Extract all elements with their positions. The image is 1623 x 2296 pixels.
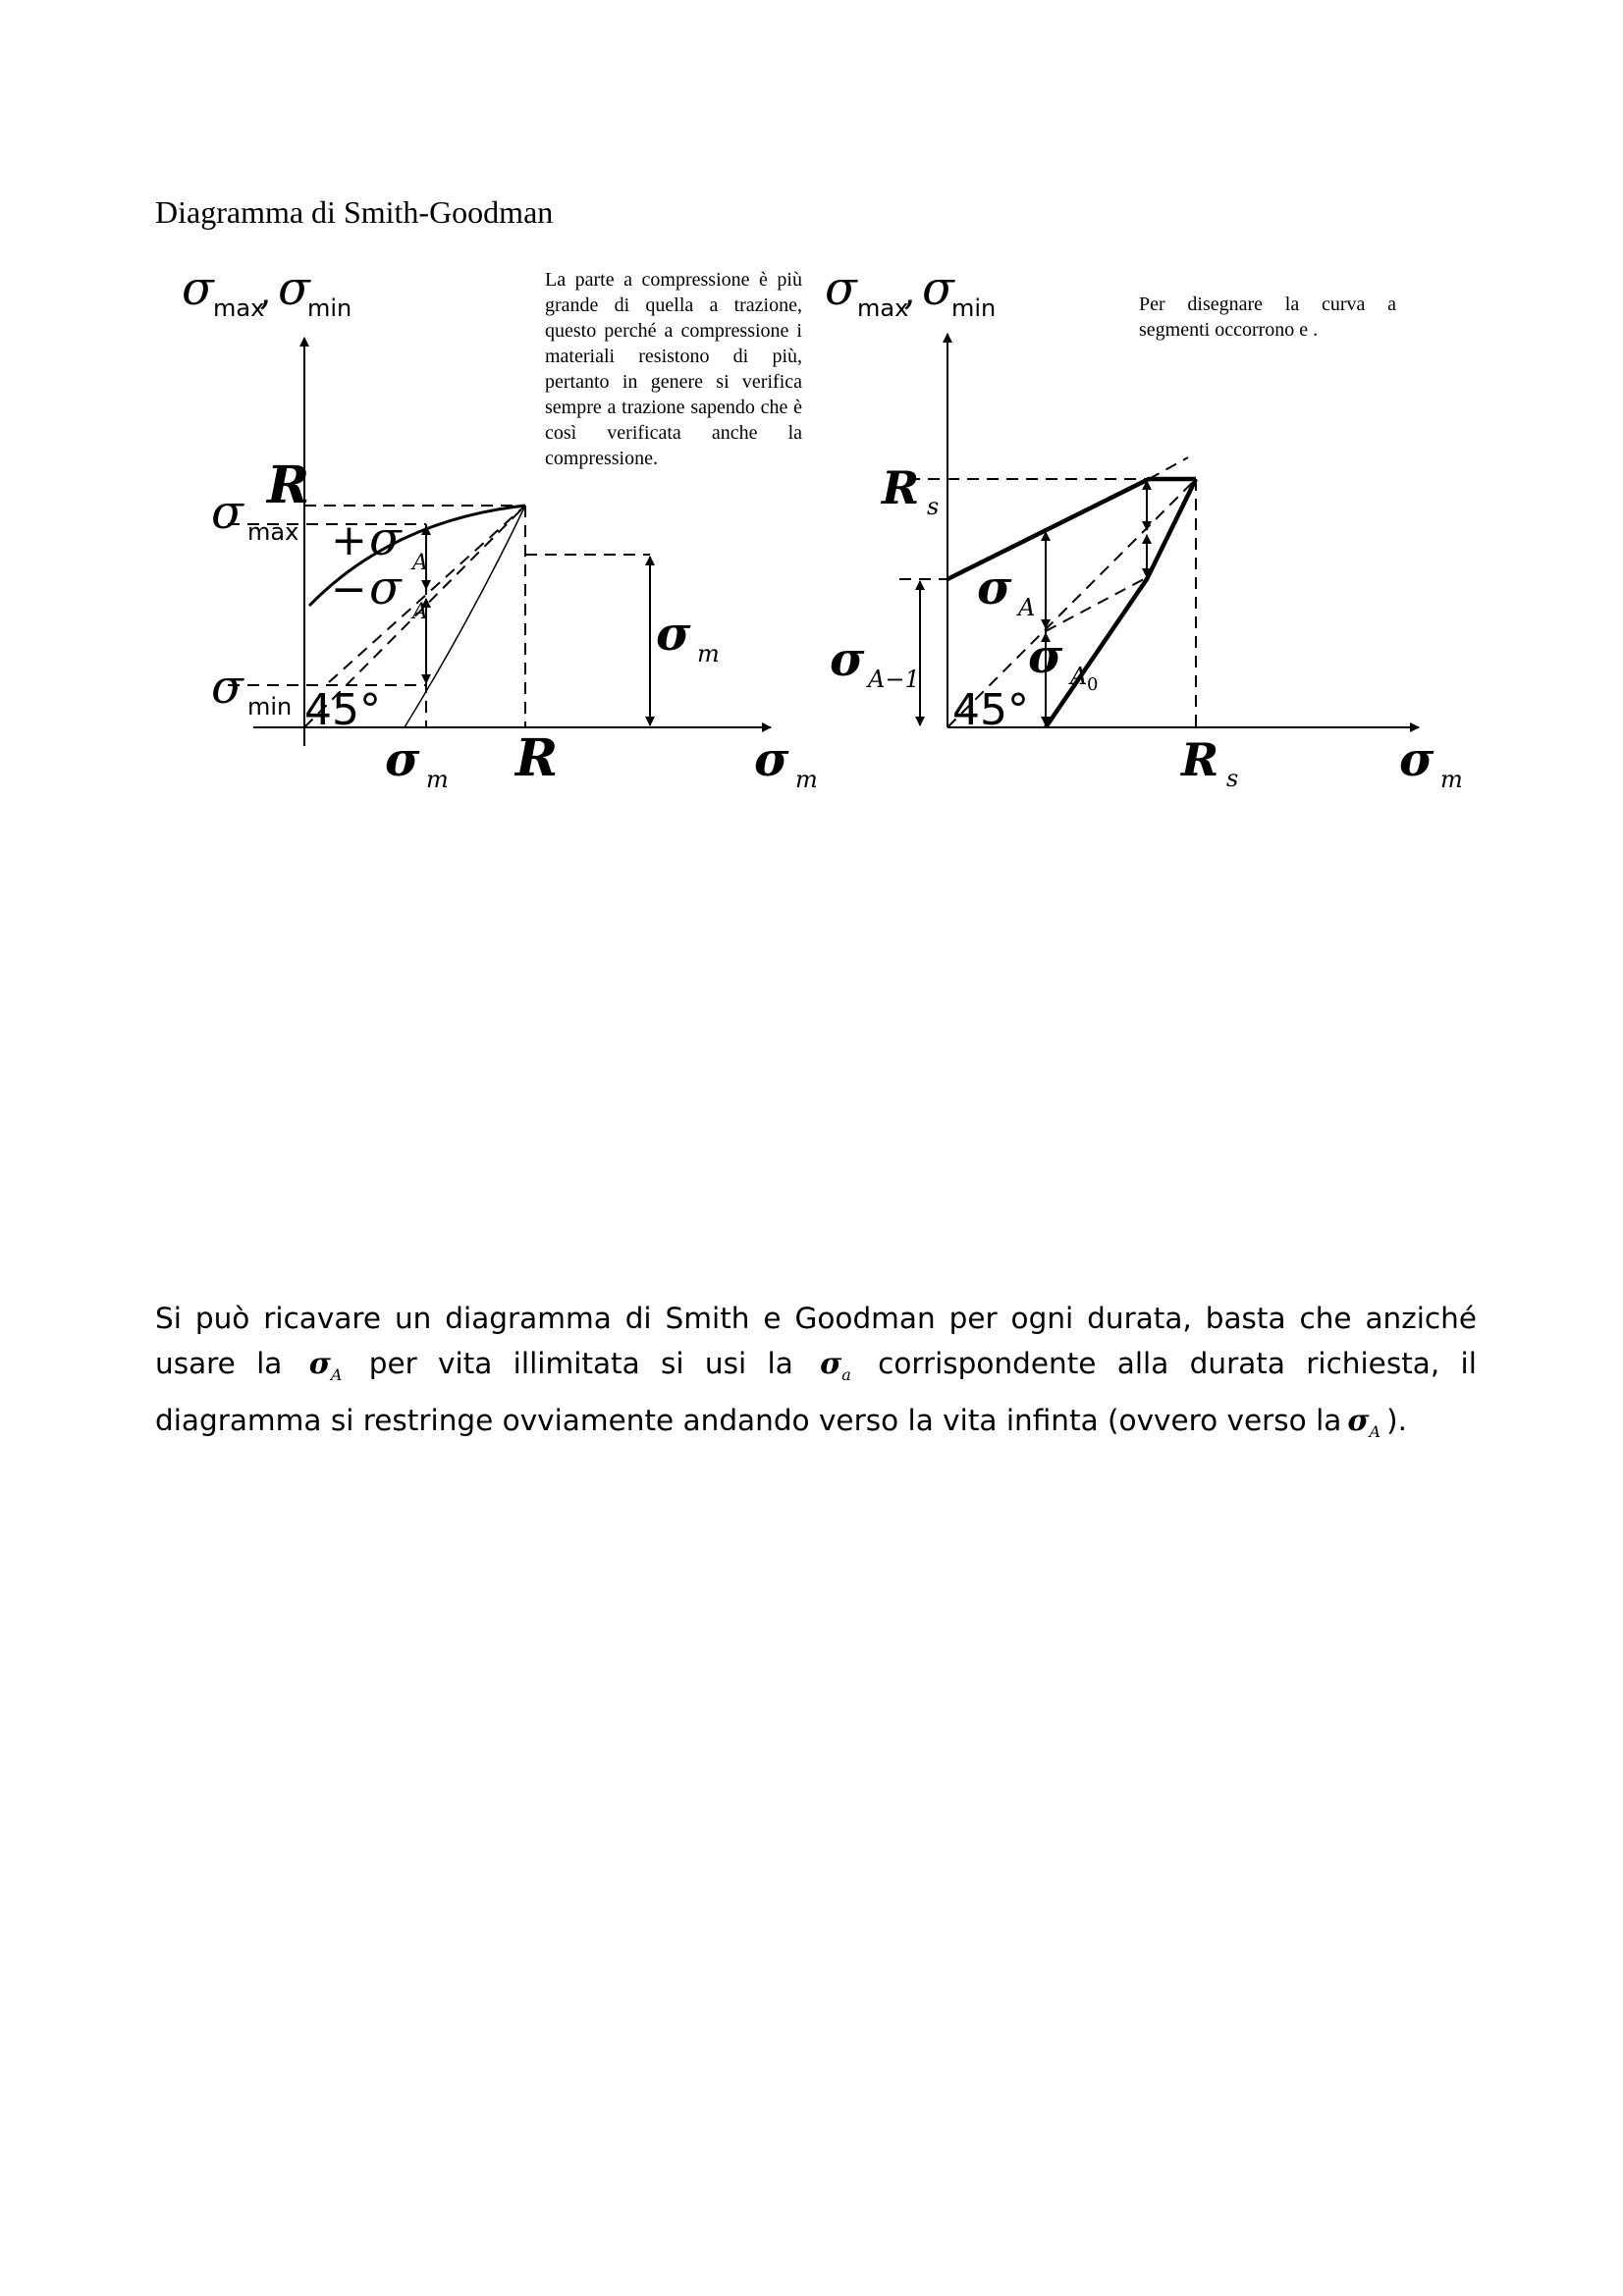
right-label-sigma-a	[977, 561, 1035, 621]
right-axis-label-y	[825, 261, 996, 322]
note-compression: La parte a compressione è più grande di quella a trazione, questo perché a compressione i materiali resistono di più, pertanto in genere si verifica sempre a trazione sapendo che è così verificata anche la compressione.	[545, 269, 802, 469]
svg-text:σ: σ	[977, 561, 1012, 615]
svg-text:σ: σ	[922, 261, 954, 316]
svg-text:σ: σ	[211, 485, 243, 540]
paragraph-text-4: ).	[1386, 1404, 1407, 1437]
svg-text:σ: σ	[754, 732, 789, 787]
svg-text:max: max	[247, 518, 299, 546]
body-paragraph	[155, 1296, 1477, 1455]
right-label-rs-top	[880, 461, 939, 520]
svg-text:max: max	[857, 294, 909, 322]
svg-text:s: s	[927, 493, 940, 520]
sigma-a-lower-symbol: $\sigma_a$	[820, 1347, 851, 1384]
svg-text:min: min	[247, 693, 293, 721]
right-lower-segment	[1046, 479, 1196, 727]
svg-text:σ: σ	[182, 261, 214, 316]
svg-text:m: m	[795, 766, 818, 793]
left-label-sigma-min	[211, 660, 292, 721]
svg-text:A: A	[412, 600, 428, 624]
left-label-45deg: 45°	[304, 685, 381, 735]
page-title: Diagramma di Smith-Goodman	[155, 194, 554, 230]
svg-text:σ: σ	[369, 561, 402, 615]
svg-text:0: 0	[1087, 674, 1099, 695]
svg-text:min: min	[951, 294, 997, 322]
svg-text:m: m	[426, 766, 449, 793]
svg-text:σ: σ	[1028, 629, 1063, 684]
svg-text:σ: σ	[385, 732, 420, 787]
svg-text:A: A	[1018, 594, 1036, 621]
sigma-a-symbol-end: $\sigma_A$	[1347, 1404, 1381, 1441]
svg-text:σ: σ	[1399, 732, 1434, 787]
right-extension-dashed	[1149, 457, 1188, 479]
svg-text:,: ,	[259, 269, 272, 314]
svg-text:R: R	[882, 461, 920, 514]
svg-text:R: R	[1181, 733, 1219, 786]
right-label-sigma-a-minus1	[830, 632, 920, 693]
svg-text:σ: σ	[825, 261, 857, 316]
svg-text:A: A	[412, 551, 428, 575]
paragraph-text-1: Si può ricavare un diagramma di Smith e Goodman per ogni durata, basta che anziché usare la	[155, 1302, 1477, 1380]
paragraph-text-3: corrispondente alla durata richiesta, il diagramma si restringe ovviamente andando verso la vita infinta (ovvero verso la	[155, 1347, 1477, 1437]
svg-text:σ: σ	[211, 660, 243, 715]
svg-text:σ: σ	[830, 632, 865, 687]
svg-text:σ: σ	[278, 261, 310, 316]
right-label-x-axis	[1399, 732, 1463, 793]
svg-text:s: s	[1226, 765, 1239, 792]
right-label-45deg: 45°	[952, 685, 1029, 735]
left-label-r-top: R	[267, 455, 310, 515]
sigma-a-symbol: $\sigma_A$	[308, 1347, 343, 1384]
left-axis-label-y	[182, 261, 352, 322]
right-label-rs-axis	[1179, 733, 1238, 792]
left-label-r-axis: R	[515, 728, 559, 788]
svg-text:A: A	[1070, 663, 1088, 690]
svg-text:max: max	[213, 294, 265, 322]
svg-text:,: ,	[903, 269, 916, 314]
svg-text:+: +	[331, 515, 367, 565]
note-segments: Per disegnare la curva a segmenti occorrono e .	[1139, 294, 1396, 341]
svg-text:−: −	[331, 564, 367, 614]
svg-text:A−1: A−1	[868, 666, 920, 693]
left-label-x-axis	[754, 732, 818, 793]
svg-text:σ: σ	[369, 511, 402, 566]
left-label-sigma-m-box	[656, 607, 720, 667]
paragraph-text-2: per vita illimitata si usi la	[368, 1347, 793, 1380]
svg-text:m: m	[697, 640, 720, 667]
left-label-sigma-m-axis	[385, 732, 449, 793]
svg-text:m: m	[1440, 766, 1463, 793]
svg-text:σ: σ	[656, 607, 691, 662]
svg-text:min: min	[307, 294, 352, 322]
diagram-smith-goodman-curve	[0, 0, 1623, 883]
